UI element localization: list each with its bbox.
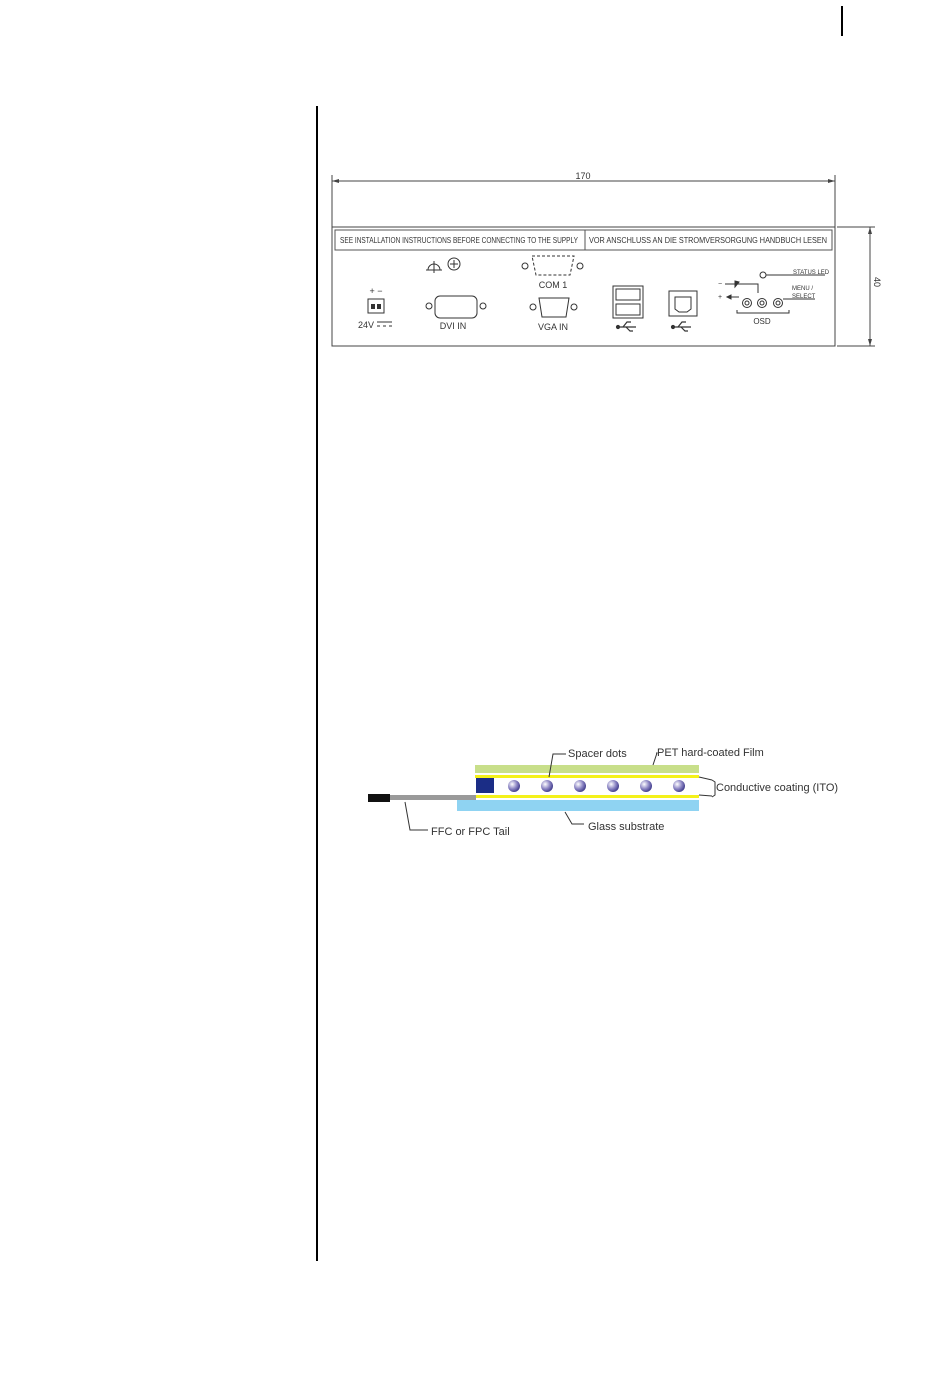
osd-minus-label: − xyxy=(718,281,723,288)
osd-plus-label: + xyxy=(718,294,723,301)
spacer-dots xyxy=(508,780,685,792)
power-connector xyxy=(368,299,384,313)
ffc-tail xyxy=(390,795,476,800)
tail-connector-block xyxy=(476,778,494,793)
vga-label: VGA IN xyxy=(537,322,569,332)
usb-b-port xyxy=(669,291,697,316)
usb-a-ports xyxy=(613,286,643,318)
pet-film-layer xyxy=(475,765,699,773)
warning-text-german: VOR ANSCHLUSS AN DIE STROMVERSORGUNG HANDBUCH LESEN xyxy=(589,236,828,245)
page-edge-rule xyxy=(841,6,843,36)
ito-top-layer xyxy=(475,775,699,778)
usb-icon xyxy=(672,322,692,331)
ffc-tail-label: FFC or FPC Tail xyxy=(431,826,510,838)
status-led-label: STATUS LED xyxy=(793,270,830,276)
dc-symbol-icon xyxy=(377,322,392,326)
power-voltage-label: 24V xyxy=(358,320,375,330)
warning-text-english: SEE INSTALLATION INSTRUCTIONS BEFORE CONNECTING TO THE SUPPLY xyxy=(340,236,579,245)
glass-substrate-layer xyxy=(457,800,699,811)
margin-rule xyxy=(316,106,318,1261)
dvi-connector xyxy=(426,296,486,318)
ground-screw-icon xyxy=(426,258,460,273)
touchscreen-cross-section xyxy=(360,740,865,845)
com-connector xyxy=(522,256,583,275)
select-label: SELECT xyxy=(792,294,816,300)
width-dimension-label: 170 xyxy=(575,171,591,181)
osd-label: OSD xyxy=(753,317,771,326)
vga-connector xyxy=(530,298,577,317)
glass-substrate-label: Glass substrate xyxy=(588,821,665,833)
usb-icon xyxy=(617,322,637,331)
tail-end-plug xyxy=(368,794,390,802)
osd-buttons xyxy=(737,299,815,314)
pet-film-label: PET hard-coated Film xyxy=(657,747,764,759)
spacer-dots-label: Spacer dots xyxy=(568,748,627,760)
dvi-label: DVI IN xyxy=(439,321,467,331)
menu-label: MENU / xyxy=(792,286,813,292)
power-polarity-label: + − xyxy=(369,286,383,296)
rear-panel-drawing xyxy=(325,165,890,355)
height-dimension-label: 40 xyxy=(872,276,882,288)
ito-bottom-layer xyxy=(475,795,699,798)
ito-coating-label: Conductive coating (ITO) xyxy=(716,782,839,794)
com-label: COM 1 xyxy=(538,280,568,290)
